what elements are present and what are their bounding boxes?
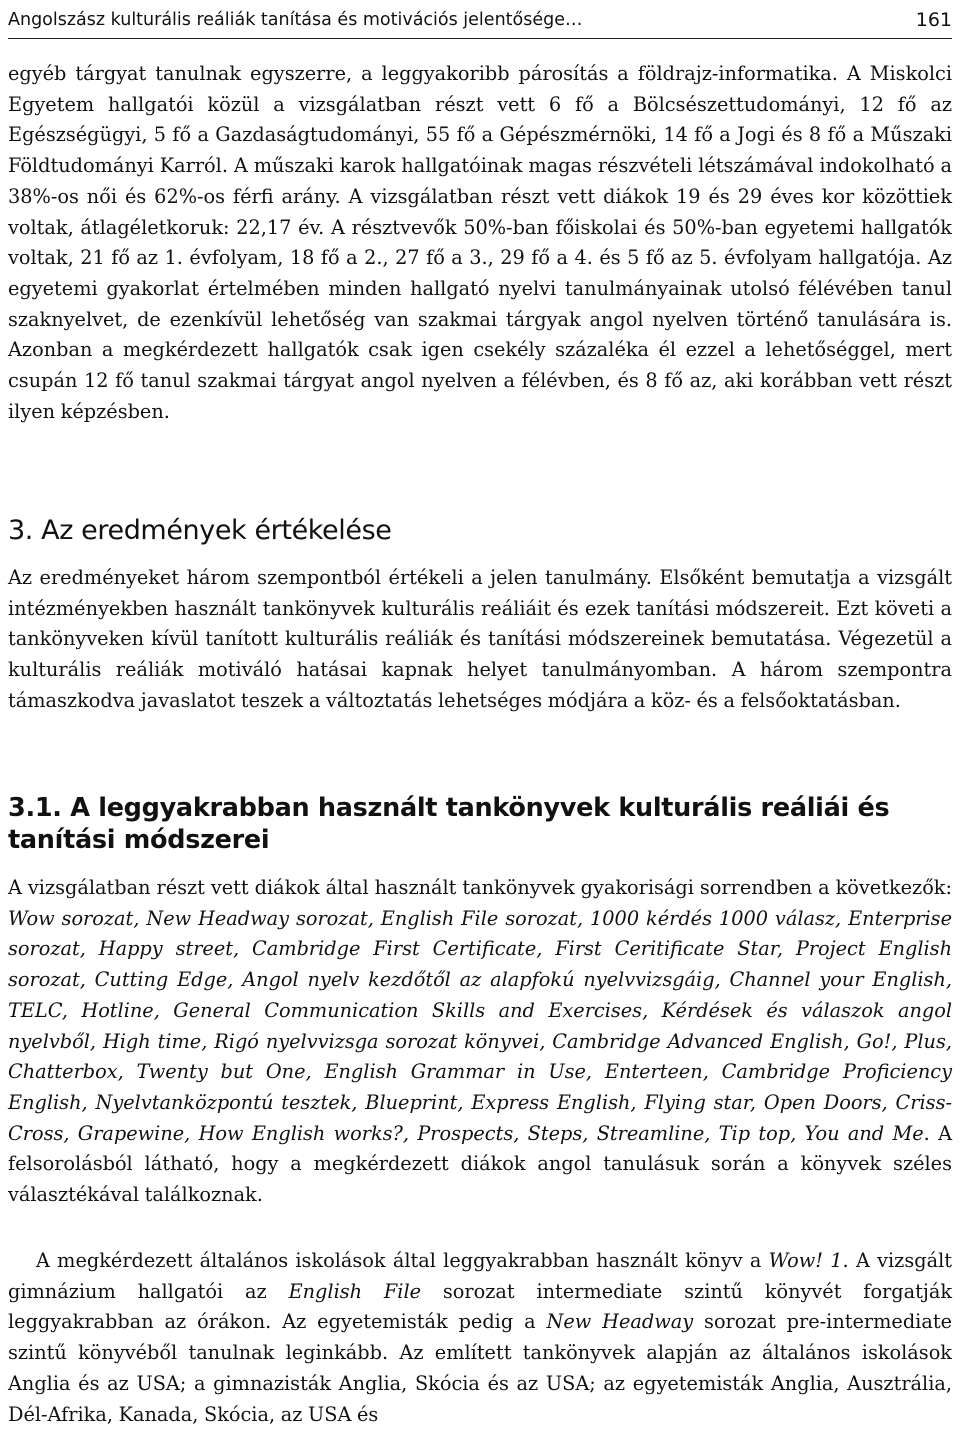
header-rule xyxy=(8,38,952,39)
most-used-c: sorozat intermediate szintű könyvét forgatják leggyakrabban az órákon. Az egyetemisták pedig a xyxy=(8,1279,953,1334)
running-title: Angolszász kulturális reáliák tanítása és motivációs jelentősége… xyxy=(8,10,583,30)
section-heading-3: 3. Az eredmények értékelése xyxy=(8,515,392,546)
paragraph-participants: egyéb tárgyat tanulnak egyszerre, a leggyakoribb párosítás a földrajz-informatika. A Miskolci Egyetem hallgatói közül a vizsgálatban részt vett 6 fő a Bölcsészettudományi, 12 fő az Egészségügyi, 5 fő a Gazdaságtudományi, 55 fő a Gépészmérnöki, 14 fő a Jogi és 8 fő a Műszaki Földtudományi Karról. A műszaki karok hallgatóinak magas részvételi létszámával indokolható a 38%-os női és 62%-os férfi arány. A vizsgálatban részt vett diákok 19 és 29 éves kor közöttiek voltak, átlagéletkoruk: 22,17 év. A résztvevők 50%-ban főiskolai és 50%-ban egyetemi hallgatók voltak, 21 fő az 1. évfolyam, 18 fő a 2., 27 fő a 3., 29 fő a 4. és 5 fő az 5. évfolyam hallgatója. Az egyetemi gyakorlat értelmében minden hallgató nyelvi tanulmányainak utolsó félévében tanul szaknyelvet, de ezenkívül lehetőség van szakmai tárgyak angol nyelven történő tanulására is. Azonban a megkérdezett hallgatók csak igen csekély százaléka él ezzel a lehetőséggel, mert csupán 12 fő tanul szakmai tárgyat angol nyelven a félévben, és 8 fő az, aki korábban vett részt ilyen képzésben. xyxy=(8,62,952,423)
paragraph-most-used-books xyxy=(8,1246,952,1430)
paragraph-evaluation-overview: Az eredményeket három szempontból értékeli a jelen tanulmány. Elsőként bemutatja a vizsgált intézményekben használt tankönyvek kulturális reáliáit és ezek tanítási módszereit. Ezt követi a tankönyveken kívül tanított kulturális reáliák és tanítási módszereinek bemutatása. Végezetül a kulturális reáliák motiváló hatásai kapnak helyet tanulmányomban. A három szempontra támaszkodva javaslatot teszek a változtatás lehetséges módjára a köz- és a felsőoktatásban. xyxy=(8,566,952,712)
textbook-list-lead: A vizsgálatban részt vett diákok által használt tankönyvek gyakorisági sorrendben a következők: xyxy=(8,876,952,899)
most-used-b: . A vizsgált gimnázium hallgatói az xyxy=(8,1249,952,1303)
page-number: 161 xyxy=(915,9,952,31)
textbook-list-tail: . A felsorolásból látható, hogy a megkérdezett diákok angol tanulásuk során a könyvek széles választékával találkoznak. xyxy=(8,1121,952,1207)
book-title-new-headway: New Headway xyxy=(546,1310,694,1334)
section-heading-3-1: 3.1. A leggyakrabban használt tankönyvek kulturális reáliái és tanítási módszerei xyxy=(8,793,890,855)
book-title-wow: Wow! 1 xyxy=(768,1249,843,1272)
book-title-english-file: English File xyxy=(288,1279,422,1303)
most-used-a: A megkérdezett általános iskolások által leggyakrabban használt könyv a xyxy=(36,1249,769,1272)
most-used-d: sorozat pre-intermediate szintű könyvéből tanulnak leginkább. Az említett tankönyvek alapján az általános iskolások Anglia és az USA; a gimnazisták Anglia, Skócia és az USA; az egyetemisták Anglia, Ausztrália, Dél-Afrika, Kanada, Skócia, az USA és xyxy=(8,1310,952,1426)
textbook-list-titles: Wow sorozat, New Headway sorozat, English File sorozat, 1000 kérdés 1000 válasz, Enterprise sorozat, Happy street, Cambridge First Certificate, First Ceritificate Star, Project English sorozat, Cutting Edge, Angol nyelv kezdőtől az alapfokú nyelvvizsgáig, Channel your English, TELC, Hotline, General Communication Skills and Exercises, Kérdések és válaszok angol nyelvből, High time, Rigó nyelvvizsga sorozat könyvei, Cambridge Advanced English, Go!, Plus, Chatterbox, Twenty but One, English Grammar in Use, Enterteen, Cambridge Proficiency English, Nyelvtanközpontú tesztek, Blueprint, Express English, Flying star, Open Doors, Criss-Cross, Grapewine, How English works?, Prospects, Steps, Streamline, Tip top, You and Me xyxy=(8,906,952,1145)
running-header xyxy=(8,4,952,36)
paragraph-textbook-list xyxy=(8,873,952,1211)
